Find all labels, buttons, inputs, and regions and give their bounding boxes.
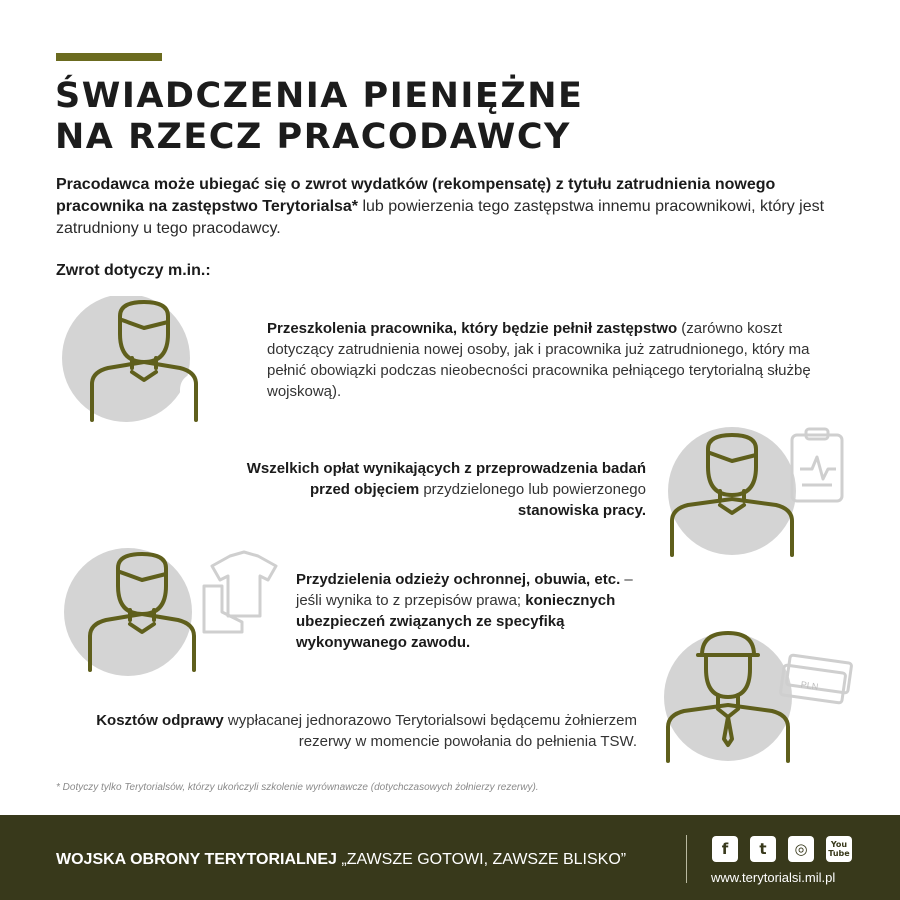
item-training-bold: Przeszkolenia pracownika, który będzie pełnił zastępstwo (267, 320, 678, 337)
slogan: „ZAWSZE GOTOWI, ZAWSZE BLISKO” (336, 851, 627, 868)
item-severance-bold: Kosztów odprawy (96, 712, 224, 729)
item-severance (92, 710, 637, 752)
intro-paragraph (56, 174, 846, 240)
website-link[interactable]: www.terytorialsi.mil.pl (711, 870, 836, 885)
footnote: * Dotyczy tylko Terytorialsów, którzy ukończyli szkolenie wyrównawcze (dotychczasowych żołnierzy rezerwy). (56, 782, 539, 793)
twitter-icon[interactable]: t (750, 836, 776, 862)
social-links (712, 836, 852, 862)
protective-clothing-illustration (62, 548, 282, 678)
item-training (267, 318, 847, 402)
clothing-icon (204, 552, 276, 632)
clipboard-icon (792, 429, 842, 501)
item-clothing-bold-end: koniecznych ubezpieczeń związanych ze specyfiką wykonywanego zawodu. (296, 592, 616, 651)
footer-slogan (56, 851, 626, 869)
facebook-icon[interactable]: f (712, 836, 738, 862)
instagram-icon[interactable]: ◎ (788, 836, 814, 862)
item-clothing (296, 569, 636, 653)
item-training-text: (zarówno koszt dotyczący zatrudnienia nowej osoby, jak i pracownika już zatrudnionego, który ma pełnić obowiązki podczas nieobecności pracownika pełniącego terytorialną służbę wojskową). (267, 320, 811, 400)
title-line-1: ŚWIADCZENIA PIENIĘŻNE (55, 76, 584, 116)
training-illustration (62, 296, 262, 426)
page-title (55, 76, 675, 158)
item-clothing-text: – jeśli wynika to z przepisów prawa; (296, 571, 633, 609)
item-medical-bold: Wszelkich opłat wynikających z przeprowadzenia badań przed objęciem (246, 460, 646, 498)
youtube-icon[interactable]: You Tube (826, 836, 852, 862)
accent-bar (56, 53, 162, 61)
item-clothing-bold: Przydzielenia odzieży ochronnej, obuwia, etc. (296, 571, 621, 588)
colleague-icon (182, 308, 242, 420)
footer (0, 815, 900, 900)
item-severance-text: wypłacanej jednorazowo Terytorialsowi będącemu żołnierzem rezerwy w momencie powołania do pełnienia TSW. (223, 712, 637, 750)
severance-illustration (646, 625, 866, 765)
banknote-label: PLN (800, 679, 819, 692)
subheading: Zwrot dotyczy m.in.: (56, 262, 211, 279)
item-medical-bold-end: stanowiska pracy. (517, 502, 646, 519)
footer-divider (686, 835, 687, 883)
item-medical-text: przydzielonego lub powierzonego (419, 481, 646, 498)
banknote-icon (780, 655, 852, 703)
intro-bold: Pracodawca może ubiegać się o zwrot wydatków (rekompensatę) z tytułu zatrudnienia nowego pracownika na zastępstwo Terytorialsa* (56, 176, 776, 215)
org-name: WOJSKA OBRONY TERYTORIALNEJ (56, 851, 337, 868)
item-medical (230, 458, 646, 521)
intro-normal: lub powierzenia tego zastępstwa innemu pracownikowi, który jest zatrudniony u tego pracodawcy. (56, 198, 825, 237)
medical-exam-illustration (652, 425, 852, 560)
title-line-2: NA RZECZ PRACODAWCY (55, 117, 571, 157)
